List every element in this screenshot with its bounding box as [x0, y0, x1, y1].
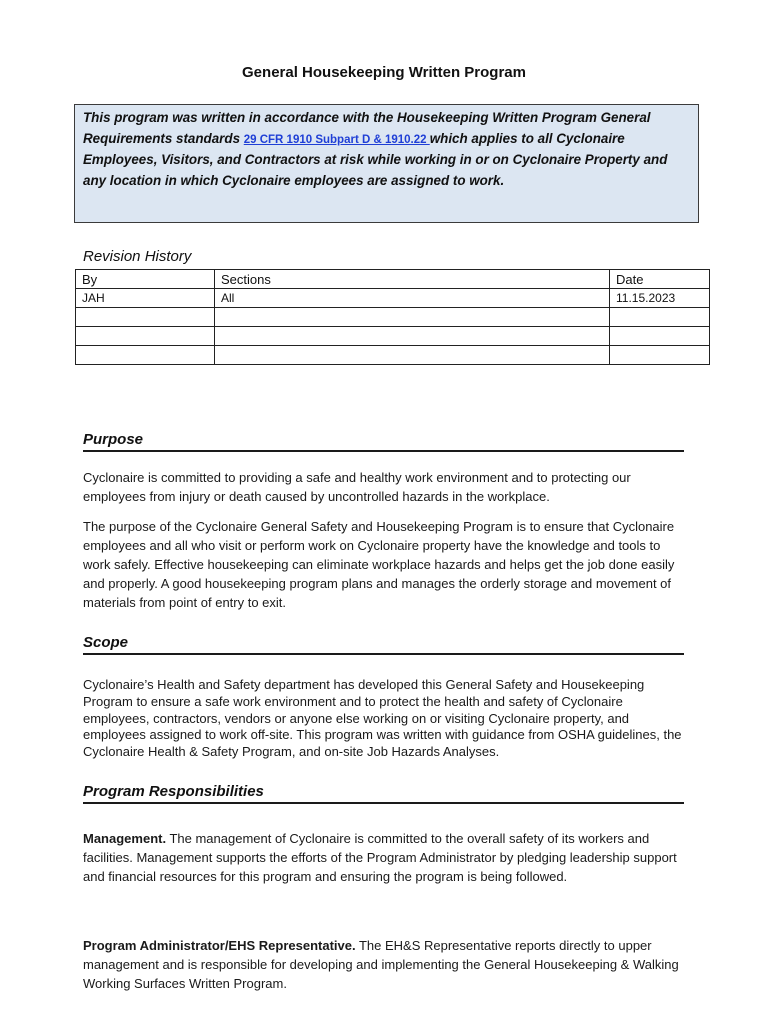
table-cell: [215, 327, 610, 346]
responsibilities-heading: Program Responsibilities: [83, 783, 684, 804]
purpose-paragraph-2: The purpose of the Cyclonaire General Safety and Housekeeping Program is to ensure that Cyclonaire employees and all who visit or perform work on Cyclonaire property have the knowledge and tools to work safely. Effective housekeeping can eliminate workplace hazards and helps get the job done easily and properly. A good housekeeping program plans and manages the orderly storage and movement of materials from point of entry to exit.: [83, 519, 675, 610]
column-header-sections: Sections: [215, 270, 610, 289]
purpose-heading: Purpose: [83, 431, 684, 452]
management-text: The management of Cyclonaire is committed to the overall safety of its workers and facilities. Management supports the efforts of the Program Administrator by pledging leadership support and financial resources for this program and ensuring the program is being followed.: [83, 831, 677, 884]
management-label: Management.: [83, 831, 167, 846]
scope-paragraph: Cyclonaire’s Health and Safety department has developed this General Safety and Housekeeping Program to ensure a safe work environment and to protect the health and safety of Cyclonaire employees, contractors, vendors or anyone else working on or visiting Cyclonaire property, and employees assigned to work off-site. This program was written with guidance from OSHA guidelines, the Cyclonaire Health & Safety Program, and on-site Job Hazards Analyses.: [83, 677, 682, 760]
table-row: [76, 289, 710, 308]
page-title: General Housekeeping Written Program: [242, 64, 526, 81]
table-cell: JAH: [76, 289, 215, 308]
standards-link[interactable]: 29 CFR 1910 Subpart D & 1910.22: [243, 133, 430, 146]
table-cell: [215, 308, 610, 327]
table-cell: [76, 346, 215, 365]
table-cell: [76, 308, 215, 327]
administrator-paragraph: [83, 936, 683, 993]
intro-text-after: which applies to all Cyclonaire Employees, Visitors, and Contractors at risk while working in or on Cyclonaire Property and any location in which Cyclonaire employees are assigned to work.: [83, 130, 668, 188]
administrator-label: Program Administrator/EHS Representative.: [83, 938, 356, 953]
table-cell: All: [215, 289, 610, 308]
table-cell: [610, 346, 710, 365]
column-header-by: By: [76, 270, 215, 289]
table-row: [76, 346, 710, 365]
table-cell: [610, 308, 710, 327]
purpose-paragraph-1: Cyclonaire is committed to providing a safe and healthy work environment and to protecting our employees from injury or death caused by uncontrolled hazards in the workplace.: [83, 470, 631, 504]
intro-text-before: This program was written in accordance with the Housekeeping Written Program General Requirements standards: [83, 110, 651, 146]
management-paragraph: [83, 829, 683, 886]
administrator-text: The EH&S Representative reports directly to upper management and is responsible for developing and implementing the General Housekeeping & Walking Working Surfaces Written Program.: [83, 938, 679, 991]
intro-box: [74, 104, 699, 223]
table-cell: [215, 346, 610, 365]
scope-heading: Scope: [83, 634, 684, 655]
revision-history-table: [75, 269, 710, 365]
revision-history-heading: Revision History: [83, 248, 192, 265]
table-row: [76, 308, 710, 327]
table-cell: [610, 327, 710, 346]
table-row: [76, 327, 710, 346]
table-cell: 11.15.2023: [610, 289, 710, 308]
table-header-row: [76, 270, 710, 289]
column-header-date: Date: [610, 270, 710, 289]
table-cell: [76, 327, 215, 346]
